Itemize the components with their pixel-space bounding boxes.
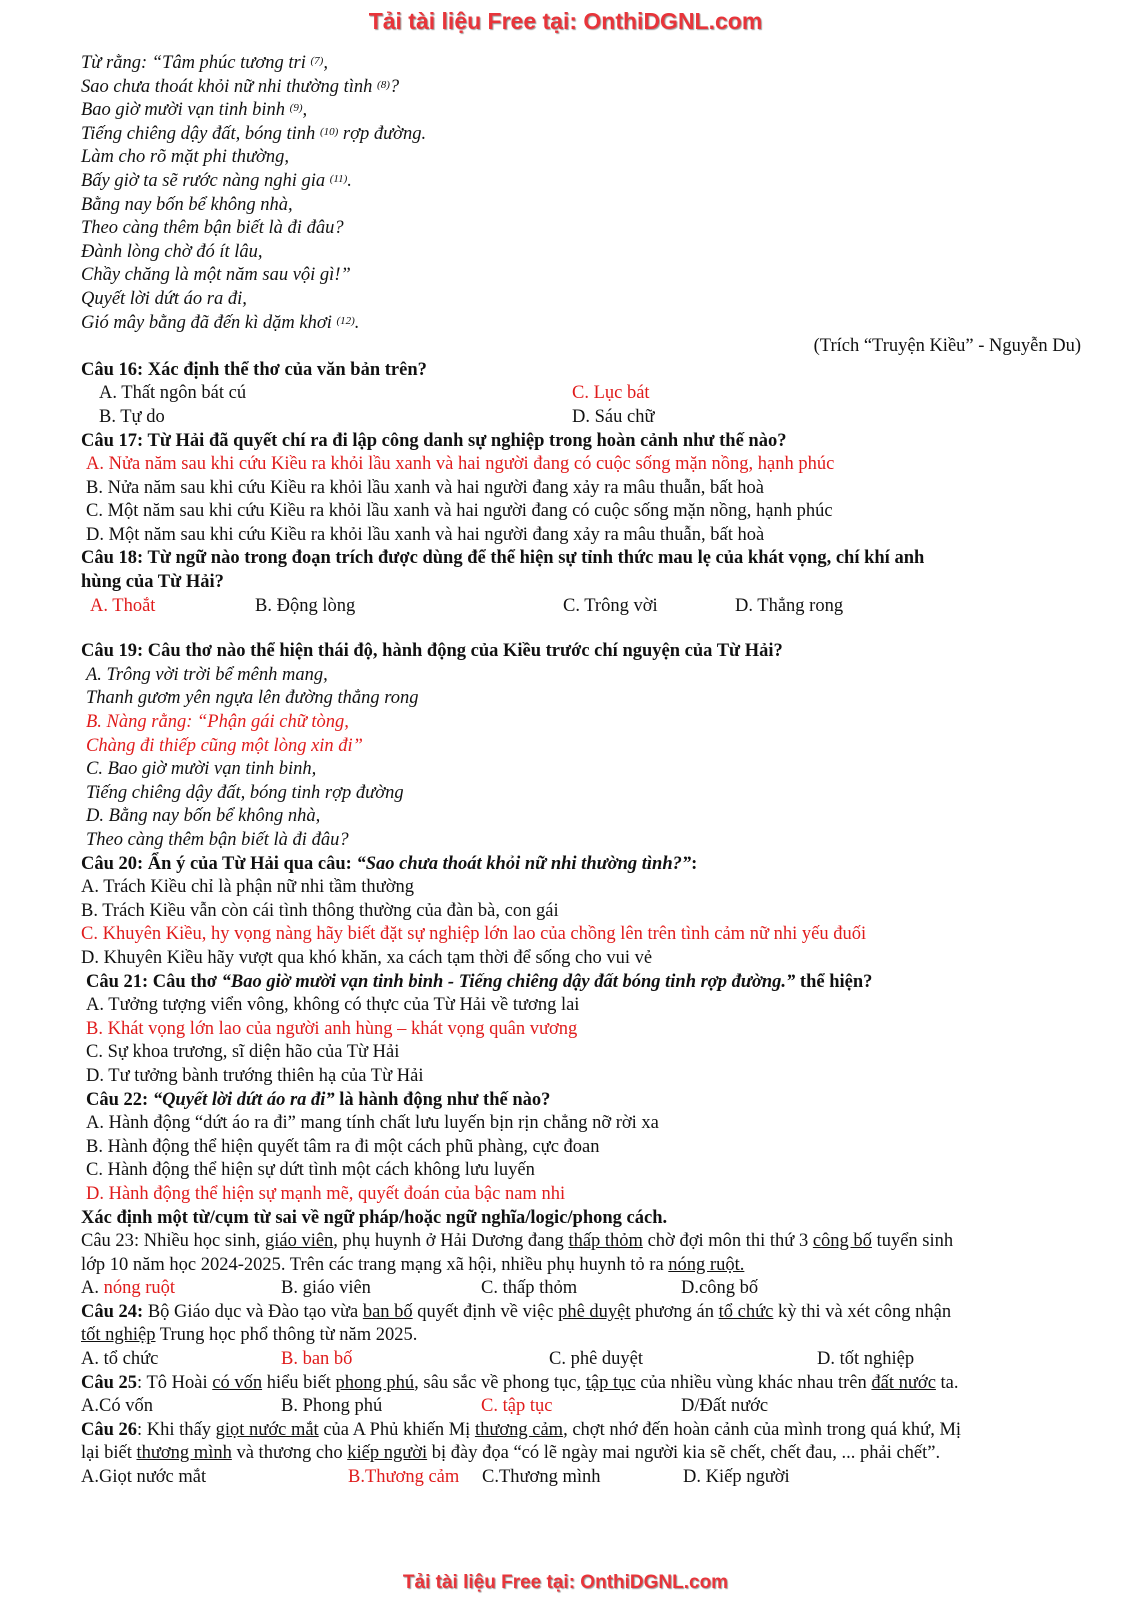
q21-option-d: D. Tư tưởng bành trướng thiên hạ của Từ Hải <box>86 1065 424 1086</box>
underlined-term: phong phú <box>335 1372 415 1393</box>
underlined-term: có vốn <box>212 1372 263 1393</box>
question-26-line1: Câu 26: Khi thấy giọt nước mắt của A Phủ khiến Mị thương cảm, chợt nhớ đến hoàn cảnh của mình trong quá khứ, Mị <box>81 1419 962 1440</box>
poem-citation: (Trích “Truyện Kiều” - Nguyễn Du) <box>813 336 1081 357</box>
q19-option-c-line1: C. Bao giờ mười vạn tinh binh, <box>86 759 317 780</box>
q24-option-b: B. ban bố <box>281 1349 353 1370</box>
q24-option-d: D. tốt nghiệp <box>817 1349 915 1370</box>
q20-option-b: B. Trách Kiều vẫn còn cái tình thông thường của đàn bà, con gái <box>81 900 559 921</box>
q25-option-d: D/Đất nước <box>681 1396 769 1417</box>
question-22: Câu 22: “Quyết lời dứt áo ra đi” là hành động như thế nào? <box>86 1089 551 1110</box>
question-21: Câu 21: Câu thơ “Bao giờ mười vạn tinh binh - Tiếng chiêng dậy đất bóng tinh rợp đường.” thể hiện? <box>86 971 873 992</box>
q17-option-b: B. Nửa năm sau khi cứu Kiều ra khỏi lầu xanh và hai người đang xảy ra mâu thuẫn, bất hoà <box>86 477 764 498</box>
footnote-marker: (8) <box>377 78 390 91</box>
q22-option-c: C. Hành động thể hiện sự dứt tình một cách không lưu luyến <box>86 1160 535 1181</box>
q19-option-a-line2: Thanh gươm yên ngựa lên đường thẳng rong <box>86 688 419 709</box>
question-17: Câu 17: Từ Hải đã quyết chí ra đi lập công danh sự nghiệp trong hoàn cảnh như thế nào? <box>81 430 787 451</box>
q23-option-c: C. thấp thỏm <box>481 1278 578 1299</box>
q17-option-c: C. Một năm sau khi cứu Kiều ra khỏi lầu xanh và hai người đang có cuộc sống mặn nồng, hạnh phúc <box>86 501 833 522</box>
q21-option-a: A. Tưởng tượng viển vông, không có thực của Từ Hải về tương lai <box>86 995 580 1016</box>
underlined-term: thấp thỏm <box>568 1231 643 1252</box>
q20-option-c: C. Khuyên Kiều, hy vọng nàng hãy biết đặt sự nghiệp lớn lao của chồng lên trên tình cảm nữ nhi yếu đuối <box>81 924 867 945</box>
poem-line: Gió mây bằng đã đến kì dặm khơi $^{(12)}$. <box>81 312 360 333</box>
q16-option-b: B. Tự do <box>99 406 165 427</box>
q19-option-d-line1: D. Bằng nay bốn bể không nhà, <box>86 806 321 827</box>
footer-watermark-link[interactable]: Tải tài liệu Free tại: OnthiDGNL.com <box>402 1572 729 1593</box>
q21-quote: “Bao giờ mười vạn tinh binh - Tiếng chiêng dậy đất bóng tinh rợp đường.” <box>221 971 796 992</box>
poem-line: Bấy giờ ta sẽ rước nàng nghi gia $^{(11)}$. <box>81 170 352 191</box>
poem-line: Bao giờ mười vạn tinh binh $^{(9)}$, <box>81 100 308 121</box>
q17-option-d: D. Một năm sau khi cứu Kiều ra khỏi lầu xanh và hai người đang xảy ra mâu thuẫn, bất hoà <box>86 524 765 545</box>
q26-option-b: B.Thương cảm <box>348 1467 460 1488</box>
poem-line: Từ rằng: “Tâm phúc tương tri $^{(7)}$, <box>81 53 328 73</box>
q26-option-c: C.Thương mình <box>482 1467 601 1488</box>
footnote-marker: (9) <box>289 102 303 115</box>
q18-option-d: D. Thẳng rong <box>735 595 844 616</box>
q23-option-a: A. nóng ruột <box>81 1278 176 1299</box>
question-23-line2: lớp 10 năm học 2024-2025. Trên các trang mạng xã hội, nhiều phụ huynh tỏ ra nóng ruột. <box>81 1254 745 1275</box>
q25-option-a: A.Có vốn <box>81 1396 153 1417</box>
q17-option-a: A. Nửa năm sau khi cứu Kiều ra khỏi lầu xanh và hai người đang có cuộc sống mặn nồng, hạnh phúc <box>86 454 835 475</box>
underlined-term: kiếp người <box>347 1443 428 1464</box>
question-20: Câu 20: Ẩn ý của Từ Hải qua câu: “Sao chưa thoát khỏi nữ nhi thường tình?”: <box>81 853 698 874</box>
poem-line: Sao chưa thoát khỏi nữ nhi thường tình $^{(8)}$? <box>81 76 400 97</box>
q22-quote: “Quyết lời dứt áo ra đi” <box>152 1089 335 1110</box>
poem-line: Theo càng thêm bận biết là đi đâu? <box>81 218 344 239</box>
underlined-term: nóng ruột. <box>668 1254 745 1275</box>
q21-option-c: C. Sự khoa trương, sĩ diện hão của Từ Hải <box>86 1042 400 1063</box>
section-heading: Xác định một từ/cụm từ sai về ngữ pháp/hoặc ngữ nghĩa/logic/phong cách. <box>81 1207 668 1228</box>
q20-option-a: A. Trách Kiều chỉ là phận nữ nhi tầm thường <box>81 877 414 898</box>
question-18-line2: hùng của Từ Hải? <box>81 572 224 593</box>
q26-option-a: A.Giọt nước mắt <box>81 1467 207 1488</box>
poem-line: Làm cho rõ mặt phi thường, <box>81 147 290 168</box>
q23-option-d: D.công bố <box>681 1278 759 1299</box>
q22-option-a: A. Hành động “dứt áo ra đi” mang tính chất lưu luyến bịn rịn chẳng nỡ rời xa <box>86 1113 659 1134</box>
q18-option-b: B. Động lòng <box>255 595 356 616</box>
q19-option-b-line1: B. Nàng rằng: “Phận gái chữ tòng, <box>86 712 349 733</box>
header-watermark-link[interactable]: Tải tài liệu Free tại: OnthiDGNL.com <box>368 8 763 34</box>
q24-option-c: C. phê duyệt <box>549 1349 644 1370</box>
question-24-line1: Câu 24: Bộ Giáo dục và Đào tạo vừa ban bố quyết định về việc phê duyệt phương án tổ chức kỳ thi và xét công nhận <box>81 1301 952 1322</box>
underlined-term: phê duyệt <box>558 1301 631 1322</box>
footnote-marker: (7) <box>310 55 324 67</box>
q21-option-b: B. Khát vọng lớn lao của người anh hùng – khát vọng quân vương <box>86 1018 578 1039</box>
footnote-marker: (11) <box>329 172 348 185</box>
question-19: Câu 19: Câu thơ nào thể hiện thái độ, hành động của Kiều trước chí nguyện của Từ Hải? <box>81 641 783 662</box>
underlined-term: tốt nghiệp <box>81 1325 156 1346</box>
underlined-term: tập tục <box>585 1372 636 1393</box>
underlined-term: tổ chức <box>718 1301 774 1322</box>
q16-option-c: C. Lục bát <box>572 383 650 404</box>
q16-option-a: A. Thất ngôn bát cú <box>99 383 247 404</box>
q18-option-c: C. Trông vời <box>563 595 658 616</box>
q19-option-b-line2: Chàng đi thiếp cũng một lòng xin đi” <box>86 735 363 756</box>
underlined-term: giọt nước mắt <box>215 1419 319 1440</box>
poem-line: Tiếng chiêng dậy đất, bóng tinh $^{(10)}$ rợp đường. <box>81 123 427 144</box>
q23-option-b: B. giáo viên <box>281 1278 371 1299</box>
underlined-term: thương cảm <box>474 1419 564 1440</box>
q26-option-d: D. Kiếp người <box>683 1467 790 1488</box>
q25-option-b: B. Phong phú <box>281 1396 383 1417</box>
q24-option-a: A. tổ chức <box>81 1349 159 1370</box>
document-page <box>81 52 1081 1490</box>
q25-option-c: C. tập tục <box>481 1396 553 1417</box>
footnote-marker: (12) <box>336 314 355 327</box>
question-18-line1: Câu 18: Từ ngữ nào trong đoạn trích được dùng để thể hiện sự tỉnh thức mau lẹ của khát vọng, chí khí anh <box>81 548 925 569</box>
question-24-line2: tốt nghiệp Trung học phổ thông từ năm 2025. <box>81 1325 418 1346</box>
poem-line: Chầy chăng là một năm sau vội gì!” <box>81 265 351 286</box>
q16-option-d: D. Sáu chữ <box>572 406 655 427</box>
poem-line: Bằng nay bốn bể không nhà, <box>81 194 293 215</box>
underlined-term: thương mình <box>136 1443 232 1464</box>
footnote-marker: (10) <box>319 125 339 138</box>
q19-option-a-line1: A. Trông vời trời bể mênh mang, <box>86 664 328 685</box>
q19-option-d-line2: Theo càng thêm bận biết là đi đâu? <box>86 830 349 850</box>
poem-line: Đành lòng chờ đó ít lâu, <box>81 241 263 262</box>
q18-option-a: A. Thoắt <box>90 595 156 616</box>
underlined-term: đất nước <box>871 1372 936 1393</box>
q22-option-b: B. Hành động thể hiện quyết tâm ra đi một cách phũ phàng, cực đoan <box>86 1136 600 1157</box>
q20-option-d: D. Khuyên Kiều hãy vượt qua khó khăn, xa cách tạm thời để sống cho vui vẻ <box>81 947 653 968</box>
poem-line: Quyết lời dứt áo ra đi, <box>81 288 247 309</box>
q19-option-c-line2: Tiếng chiêng dậy đất, bóng tinh rợp đường <box>86 782 404 803</box>
underlined-term: ban bố <box>362 1301 413 1322</box>
q22-option-d: D. Hành động thể hiện sự mạnh mẽ, quyết đoán của bậc nam nhi <box>86 1183 566 1204</box>
poem-excerpt <box>81 52 1081 335</box>
q20-quote: “Sao chưa thoát khỏi nữ nhi thường tình?” <box>356 853 692 874</box>
question-16: Câu 16: Xác định thể thơ của văn bản trên? <box>81 359 427 380</box>
question-25: Câu 25: Tô Hoài có vốn hiểu biết phong phú, sâu sắc về phong tục, tập tục của nhiều vùng khác nhau trên đất nước ta. <box>81 1372 959 1393</box>
underlined-term: công bố <box>812 1231 872 1252</box>
question-23-line1: Câu 23: Nhiều học sinh, giáo viên, phụ huynh ở Hải Dương đang thấp thỏm chờ đợi môn thi thứ 3 công bố tuyển sinh <box>81 1231 954 1252</box>
question-26-line2: lại biết thương mình và thương cho kiếp người bị đày đọa “có lẽ ngày mai người kia sẽ chết, chết đau, ... phải chết”. <box>81 1443 941 1464</box>
underlined-term: giáo viên <box>264 1231 334 1252</box>
